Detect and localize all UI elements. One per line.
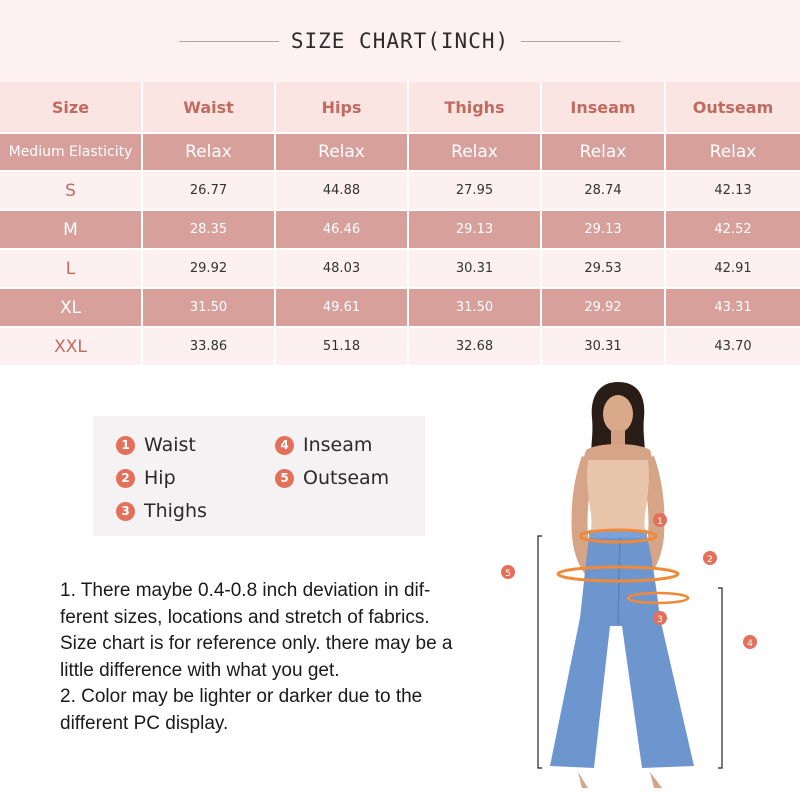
number-badge-icon: 3 [116, 502, 135, 521]
elasticity-value: Relax [276, 134, 409, 172]
page-title: SIZE CHART(INCH) [290, 29, 510, 53]
hips-cell: 44.88 [276, 172, 409, 211]
table-row [0, 250, 800, 289]
hips-cell: 48.03 [276, 250, 409, 289]
left-foot-shape [578, 772, 588, 788]
hips-cell: 49.61 [276, 289, 409, 328]
size-cell: S [0, 172, 143, 211]
waist-marker-number: 1 [657, 517, 663, 527]
inseam-cell: 30.31 [542, 328, 666, 367]
neck-shape [611, 430, 625, 446]
note-line: different PC display. [60, 712, 229, 734]
hips-cell: 46.46 [276, 211, 409, 250]
note-line: little difference with what you get. [60, 659, 340, 681]
outseam-cell: 42.13 [666, 172, 800, 211]
legend-label: Inseam [303, 434, 373, 456]
size-cell: XL [0, 289, 143, 328]
column-header-size: Size [0, 82, 143, 134]
legend-item-thighs [116, 500, 207, 522]
elasticity-value: Relax [409, 134, 542, 172]
size-cell: M [0, 211, 143, 250]
size-notes [60, 578, 500, 737]
thighs-cell: 30.31 [409, 250, 542, 289]
model-figure [490, 368, 800, 800]
right-foot-shape [650, 772, 662, 788]
waist-cell: 26.77 [143, 172, 276, 211]
measurement-legend [93, 416, 425, 536]
inseam-cell: 29.13 [542, 211, 666, 250]
model-illustration [490, 368, 800, 800]
waist-cell: 31.50 [143, 289, 276, 328]
column-header-outseam: Outseam [666, 82, 800, 134]
elasticity-value: Relax [666, 134, 800, 172]
number-badge-icon: 2 [116, 469, 135, 488]
size-cell: L [0, 250, 143, 289]
outseam-cell: 43.31 [666, 289, 800, 328]
column-header-waist: Waist [143, 82, 276, 134]
outseam-cell: 42.52 [666, 211, 800, 250]
legend-label: Outseam [303, 467, 390, 489]
column-header-hips: Hips [276, 82, 409, 134]
note-line: 1. There maybe 0.4-0.8 inch deviation in dif- [60, 580, 431, 601]
legend-label: Thighs [144, 500, 207, 522]
inseam-cell: 29.92 [542, 289, 666, 328]
elasticity-label: Medium Elasticity [0, 134, 143, 172]
thighs-cell: 29.13 [409, 211, 542, 250]
legend-item-hip [116, 467, 176, 489]
waist-cell: 33.86 [143, 328, 276, 367]
waist-cell: 28.35 [143, 211, 276, 250]
thighs-marker-number: 3 [657, 615, 663, 625]
column-header-thighs: Thighs [409, 82, 542, 134]
number-badge-icon: 1 [116, 436, 135, 455]
note-line: ferent sizes, locations and stretch of fabrics. [60, 606, 430, 628]
inseam-marker-number: 4 [747, 639, 753, 649]
table-row [0, 172, 800, 211]
chart-header [0, 0, 800, 82]
thighs-cell: 32.68 [409, 328, 542, 367]
inseam-cell: 28.74 [542, 172, 666, 211]
table-row [0, 211, 800, 250]
legend-label: Waist [144, 434, 196, 456]
hips-cell: 51.18 [276, 328, 409, 367]
hip-marker-number: 2 [707, 555, 713, 565]
outseam-bracket [538, 536, 542, 768]
outseam-cell: 42.91 [666, 250, 800, 289]
elasticity-value: Relax [542, 134, 666, 172]
inseam-bracket [718, 588, 722, 768]
outseam-marker-number: 5 [505, 569, 511, 579]
note-line: Size chart is for reference only. there may be a [60, 633, 453, 654]
elasticity-value: Relax [143, 134, 276, 172]
header-left-rule [179, 41, 279, 42]
size-cell: XXL [0, 328, 143, 367]
column-header-inseam: Inseam [542, 82, 666, 134]
face-shape [603, 395, 633, 433]
number-badge-icon: 4 [275, 436, 294, 455]
outseam-cell: 43.70 [666, 328, 800, 367]
thighs-cell: 31.50 [409, 289, 542, 328]
table-header-row [0, 82, 800, 134]
number-badge-icon: 5 [275, 469, 294, 488]
legend-label: Hip [144, 467, 176, 489]
waist-cell: 29.92 [143, 250, 276, 289]
table-row [0, 289, 800, 328]
legend-item-outseam [275, 467, 389, 489]
header-right-rule [521, 41, 621, 42]
bodysuit-shape [587, 460, 649, 534]
legend-item-waist [116, 434, 196, 456]
note-line: 2. Color may be lighter or darker due to the [60, 686, 423, 707]
size-table [0, 82, 800, 367]
thighs-cell: 27.95 [409, 172, 542, 211]
inseam-cell: 29.53 [542, 250, 666, 289]
legend-item-inseam [275, 434, 372, 456]
elasticity-row [0, 134, 800, 172]
table-row [0, 328, 800, 367]
